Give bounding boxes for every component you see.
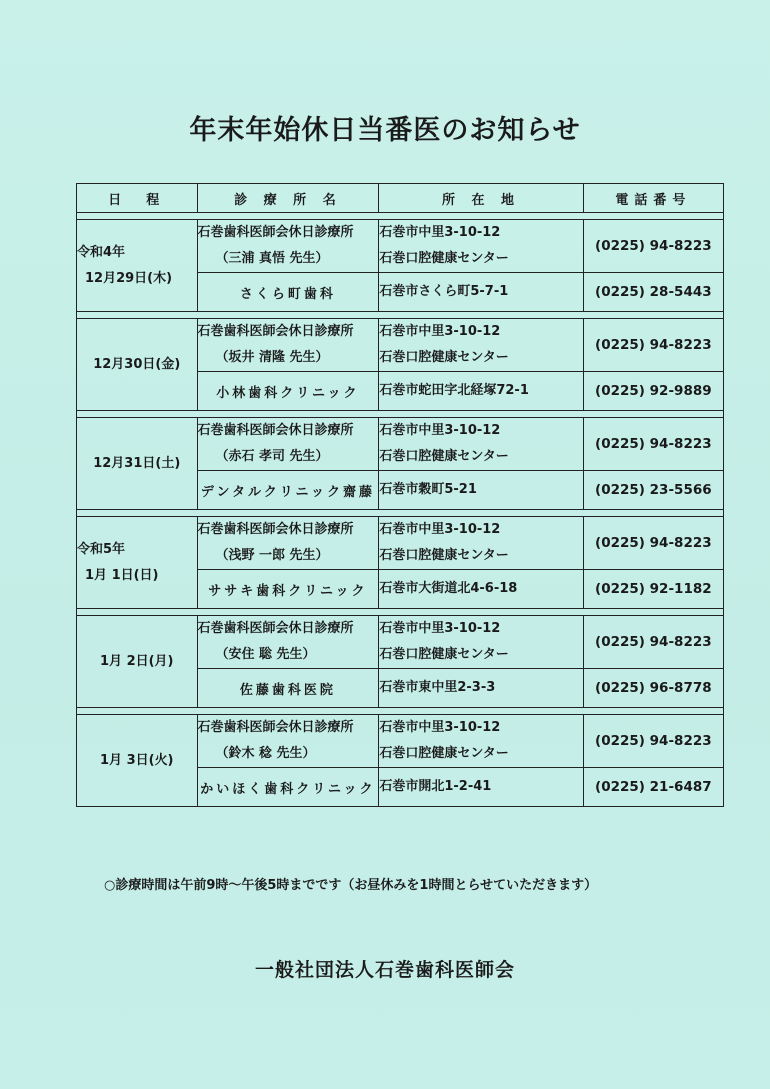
sub-tel-cell: (0225) 21-6487 <box>583 768 723 807</box>
day-label: 12月29日(木) <box>85 270 173 286</box>
address-line: 石巻口腔健康センター <box>379 449 509 464</box>
tel-cell: (0225) 94-8223 <box>583 616 723 669</box>
page-title: 年末年始休日当番医のお知らせ <box>189 115 581 146</box>
sub-clinic-cell: 小林歯科クリニック <box>197 372 379 411</box>
day-separator <box>77 312 724 319</box>
schedule-body <box>77 213 724 807</box>
doctor-name: （鈴木 稔 先生） <box>215 746 316 761</box>
day-separator <box>77 510 724 517</box>
main-clinic-cell <box>197 616 379 669</box>
clinic-name: 石巻歯科医師会休日診療所 <box>197 522 354 537</box>
address-line: 石巻市中里3-10-12 <box>379 621 501 636</box>
date-cell <box>77 220 198 312</box>
day-label: 1月 2日(月) <box>100 653 174 669</box>
sub-tel-cell: (0225) 96-8778 <box>583 669 723 708</box>
era-label: 令和5年 <box>77 541 126 557</box>
sub-tel-cell: (0225) 23-5566 <box>583 471 723 510</box>
clinic-name: 石巻歯科医師会休日診療所 <box>197 423 354 438</box>
address-line: 石巻口腔健康センター <box>379 251 509 266</box>
separator-cell <box>77 213 724 220</box>
sub-clinic-cell: デンタルクリニック齋藤 <box>197 471 379 510</box>
schedule-table <box>76 183 724 807</box>
era-label: 令和4年 <box>77 244 126 260</box>
sub-clinic-cell: かいほく歯科クリニック <box>197 768 379 807</box>
header-address: 所 在 地 <box>379 184 583 213</box>
address-line: 石巻市中里3-10-12 <box>379 423 501 438</box>
organization-name: 一般社団法人石巻歯科医師会 <box>254 959 515 981</box>
sub-address-cell: 石巻市東中里2-3-3 <box>379 669 583 708</box>
sub-address-cell: 石巻市さくら町5-7-1 <box>379 273 583 312</box>
table-row <box>77 418 724 471</box>
address-line: 石巻市中里3-10-12 <box>379 720 501 735</box>
day-separator <box>77 609 724 616</box>
table-row <box>77 715 724 768</box>
sub-tel-cell: (0225) 92-9889 <box>583 372 723 411</box>
day-separator <box>77 411 724 418</box>
address-cell <box>379 616 583 669</box>
address-line: 石巻口腔健康センター <box>379 350 509 365</box>
tel-cell: (0225) 94-8223 <box>583 517 723 570</box>
header-date: 日 程 <box>77 184 198 213</box>
date-cell <box>77 319 198 411</box>
main-clinic-cell <box>197 220 379 273</box>
day-separator <box>77 708 724 715</box>
date-cell <box>77 616 198 708</box>
address-line: 石巻口腔健康センター <box>379 647 509 662</box>
sub-clinic-cell: 佐藤歯科医院 <box>197 669 379 708</box>
sub-clinic-cell: ササキ歯科クリニック <box>197 570 379 609</box>
hours-note: ○診療時間は午前9時～午後5時までです（お昼休みを1時間とらせていただきます） <box>104 878 598 893</box>
sub-address-cell: 石巻市蛇田字北経塚72-1 <box>379 372 583 411</box>
table-header-row <box>77 184 724 213</box>
table-row <box>77 319 724 372</box>
address-cell <box>379 220 583 273</box>
doctor-name: （浅野 一郎 先生） <box>215 548 329 563</box>
day-label: 12月30日(金) <box>93 356 181 372</box>
day-label: 12月31日(土) <box>93 455 181 471</box>
doctor-name: （坂井 清隆 先生） <box>215 350 329 365</box>
date-cell <box>77 715 198 807</box>
separator-cell <box>77 609 724 616</box>
main-clinic-cell <box>197 517 379 570</box>
address-cell <box>379 517 583 570</box>
address-line: 石巻市中里3-10-12 <box>379 225 501 240</box>
table-row <box>77 220 724 273</box>
sub-address-cell: 石巻市大街道北4-6-18 <box>379 570 583 609</box>
tel-cell: (0225) 94-8223 <box>583 418 723 471</box>
separator-cell <box>77 411 724 418</box>
day-separator <box>77 213 724 220</box>
day-label: 1月 3日(火) <box>100 752 174 768</box>
main-clinic-cell <box>197 715 379 768</box>
main-clinic-cell <box>197 418 379 471</box>
address-line: 石巻口腔健康センター <box>379 548 509 563</box>
date-cell <box>77 517 198 609</box>
address-line: 石巻市中里3-10-12 <box>379 522 501 537</box>
sub-tel-cell: (0225) 28-5443 <box>583 273 723 312</box>
sub-address-cell: 石巻市開北1-2-41 <box>379 768 583 807</box>
tel-cell: (0225) 94-8223 <box>583 220 723 273</box>
address-line: 石巻市中里3-10-12 <box>379 324 501 339</box>
doctor-name: （赤石 孝司 先生） <box>215 449 329 464</box>
date-cell <box>77 418 198 510</box>
separator-cell <box>77 312 724 319</box>
clinic-name: 石巻歯科医師会休日診療所 <box>197 324 354 339</box>
clinic-name: 石巻歯科医師会休日診療所 <box>197 720 354 735</box>
address-cell <box>379 715 583 768</box>
doctor-name: （安住 聡 先生） <box>215 647 316 662</box>
address-line: 石巻口腔健康センター <box>379 746 509 761</box>
separator-cell <box>77 708 724 715</box>
day-label: 1月 1日(日) <box>85 567 159 583</box>
clinic-name: 石巻歯科医師会休日診療所 <box>197 621 354 636</box>
doctor-name: （三浦 真悟 先生） <box>215 251 329 266</box>
sub-clinic-cell: さくら町歯科 <box>197 273 379 312</box>
header-tel: 電話番号 <box>583 184 723 213</box>
main-clinic-cell <box>197 319 379 372</box>
sub-tel-cell: (0225) 92-1182 <box>583 570 723 609</box>
table-row <box>77 616 724 669</box>
tel-cell: (0225) 94-8223 <box>583 319 723 372</box>
address-cell <box>379 418 583 471</box>
table-row <box>77 517 724 570</box>
address-cell <box>379 319 583 372</box>
clinic-name: 石巻歯科医師会休日診療所 <box>197 225 354 240</box>
header-clinic: 診 療 所 名 <box>197 184 379 213</box>
tel-cell: (0225) 94-8223 <box>583 715 723 768</box>
sub-address-cell: 石巻市穀町5-21 <box>379 471 583 510</box>
separator-cell <box>77 510 724 517</box>
